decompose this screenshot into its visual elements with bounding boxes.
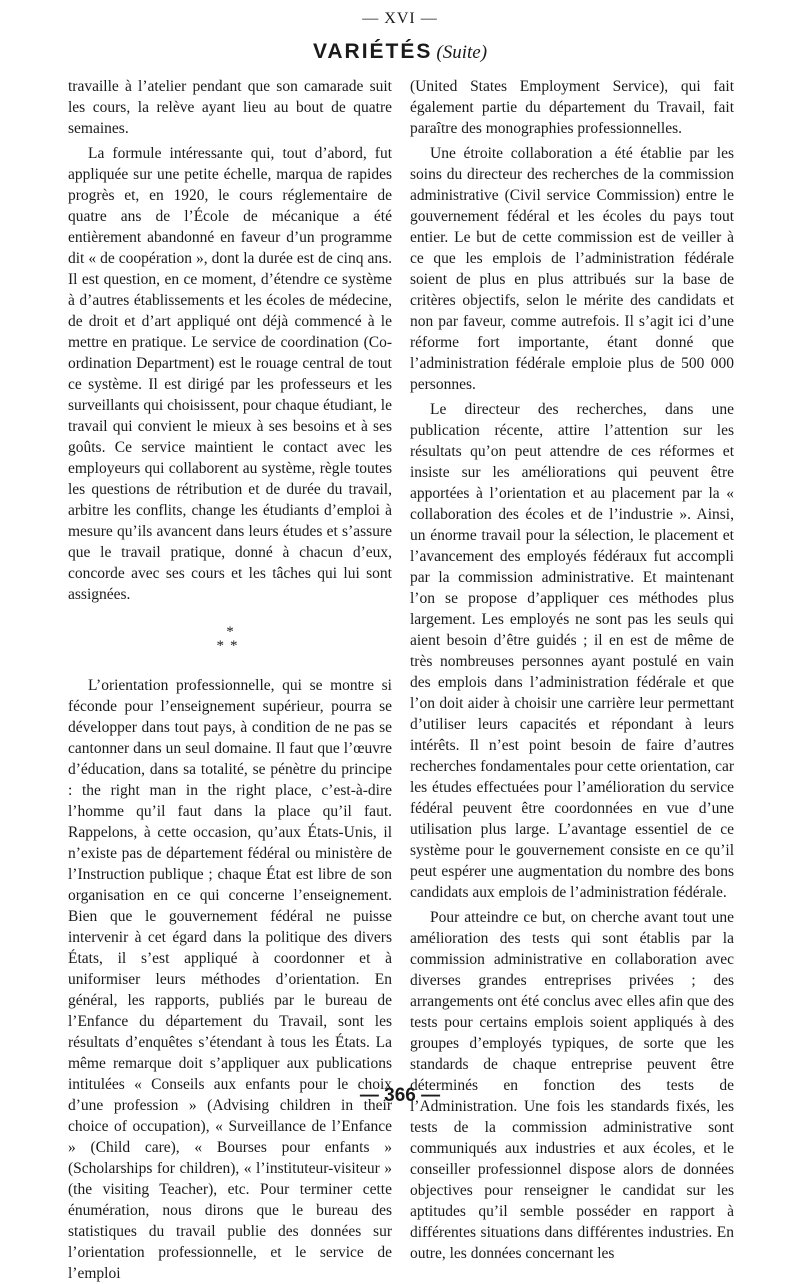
section-title [0,40,800,64]
asterism-bottom: ** [216,638,244,654]
title-main: VARIÉTÉS [312,40,433,63]
paragraph: travaille à l’atelier pendant que son camarade suit les cours, la relève ayant lieu au bout de quatre semaines. [68,78,392,137]
paragraph: L’orientation professionnelle, qui se montre si féconde pour l’enseignement supérieur, pourra se développer dans tout pays, à condition de ne pas se cantonner dans un seul domaine. Il faut que l’œuvre d’éducation, dans sa totalité, se pénètre du principe : the right man in the right place, c’est-à-dire l’homme qu’il faut dans la place qu’il faut. Rappelons, à cette occasion, qu’aux États-Unis, il n’existe pas de département fédéral ou ministère de l’Instruction publique ; chaque État est libre de son organisation en ce qui concerne l’enseignement. Bien que le gouvernement fédéral ne puisse intervenir à cet égard dans la politique des divers États, il s’est appliqué à coordonner et à uniformiser leurs méthodes d’orientation. En général, les rapports, publiés par le bureau de l’Enfance du département du Travail, sont les résultats d’enquêtes s’étendant à tous les États. La même remarque doit s’appliquer aux publications intitulées « Conseils aux enfants pour le choix d’une profession » (Advising children in their choice of occupation), « Surveillance de l’Enfance » (Child care), « Bourses pour enfants » (Scholarships for children), « l’instituteur-visiteur » (the visiting Teacher), etc. Pour terminer cette énumération, nous dirons que le bureau des statistiques du travail publie des données sur l’orientation professionnelle, et le service de l’emploi [68,677,392,1282]
paragraph: Une étroite collaboration a été établie par les soins du directeur des recherches de la commission administrative (Civil service Commission) entre le gouvernement fédéral et les écoles du pays tout entier. Le but de cette commission est de veiller à ce que les emplois de l’administration fédérale soient de plus en plus attribués sur la base de critères objectifs, selon le mérite des candidats et non par faveur, comme autrefois. Il s’agit ici d’une réforme fort importante, étant donné que l’administration fédérale emploie plus de 500 000 personnes. [410,145,734,393]
title-suffix: (Suite) [436,42,488,63]
page-number: — 366 — [359,1085,441,1106]
paragraph: La formule intéressante qui, tout d’abord, fut appliquée sur une petite échelle, marqua de rapides progrès et, en 1920, le cours réglementaire de quatre ans de l’École de mécanique a été entièrement abandonné en faveur d’un programme dit « de coopération », dont la durée est de cinq ans. Il est question, en ce moment, d’étendre ce système à d’autres établissements et les écoles de médecine, de droit et d’art appliqué ont déjà commencé à le mettre en pratique. Le service de coordination (Co-ordination Department) est le rouage central de tout ce système. Il est dirigé par les professeurs et les surveillants qui choisissent, pour chaque étudiant, le travail qui convient le mieux à ses besoins et à ses goûts. Ce service maintient le contact avec les employeurs qui collaborent au système, règle toutes les questions de rétribution et de durée du travail, arbitre les conflits, change les étudiants d’emploi à mesure qu’ils avancent dans leurs études et s’assure que le travail pratique, donné à chacun d’eux, concorde avec ses cours et les tâches qui lui sont assignées. [68,145,392,603]
paragraph: Le directeur des recherches, dans une publication récente, attire l’attention sur les résultats qu’on peut attendre de ces réformes et insiste sur les améliorations qui peuvent être apportées à l’orientation et au placement par la « collaboration des écoles et de l’industrie ». Ainsi, un énorme travail pour la sélection, le placement et l’avancement des employés fédéraux fut accompli par la commission administrative. Et maintenant l’on se propose d’appliquer ces méthodes plus largement. Les employés ne sont pas les seuls qui aient besoin d’être guidés ; il en est de même de très nombreuses personnes ayant postulé en vain des emplois dans l’administration fédérale et que l’on doit aider à choisir une carrière leur permettant d’utiliser leurs capacités et répondant à leurs intérêts. Il n’est point besoin de faire d’autres recherches fondamentales pour cette orientation, car les études effectuées pour l’amélioration du service fédéral peuvent être coordonnées en vue d’une utilisation plus large. L’avantage essentiel de ce système pour le gouvernement consiste en ce qu’il peut espérer une augmentation du nombre des bons candidats aux emplois de l’administration fédérale. [410,401,734,901]
asterism-separator [68,625,392,653]
folio: — XVI — [362,10,438,27]
paragraph: (United States Employment Service), qui fait également partie du département du Travail, fait paraître des monographies professionnelles. [410,78,734,137]
paragraph: Pour atteindre ce but, on cherche avant tout une amélioration des tests qui sont établis par la commission administrative en collaboration avec diverses grandes entreprises privées ; des arrangements ont été conclus avec elles afin que des tests pour certains emplois soient appliqués à des groupes d’employés typiques, de sorte que les standards de chaque entreprise peuvent être déterminés en fonction des tests de l’Administration. Une fois les standards fixés, les tests de la commission administrative sont communiqués aux industries et aux écoles, et le conseiller professionnel dispose alors de données objectives pour renseigner le candidat sur les aptitudes qu’il semble posséder en rapport à différentes situations dans différentes industries. En outre, les données concernant les [410,909,734,1262]
asterism-top: * [226,624,234,640]
